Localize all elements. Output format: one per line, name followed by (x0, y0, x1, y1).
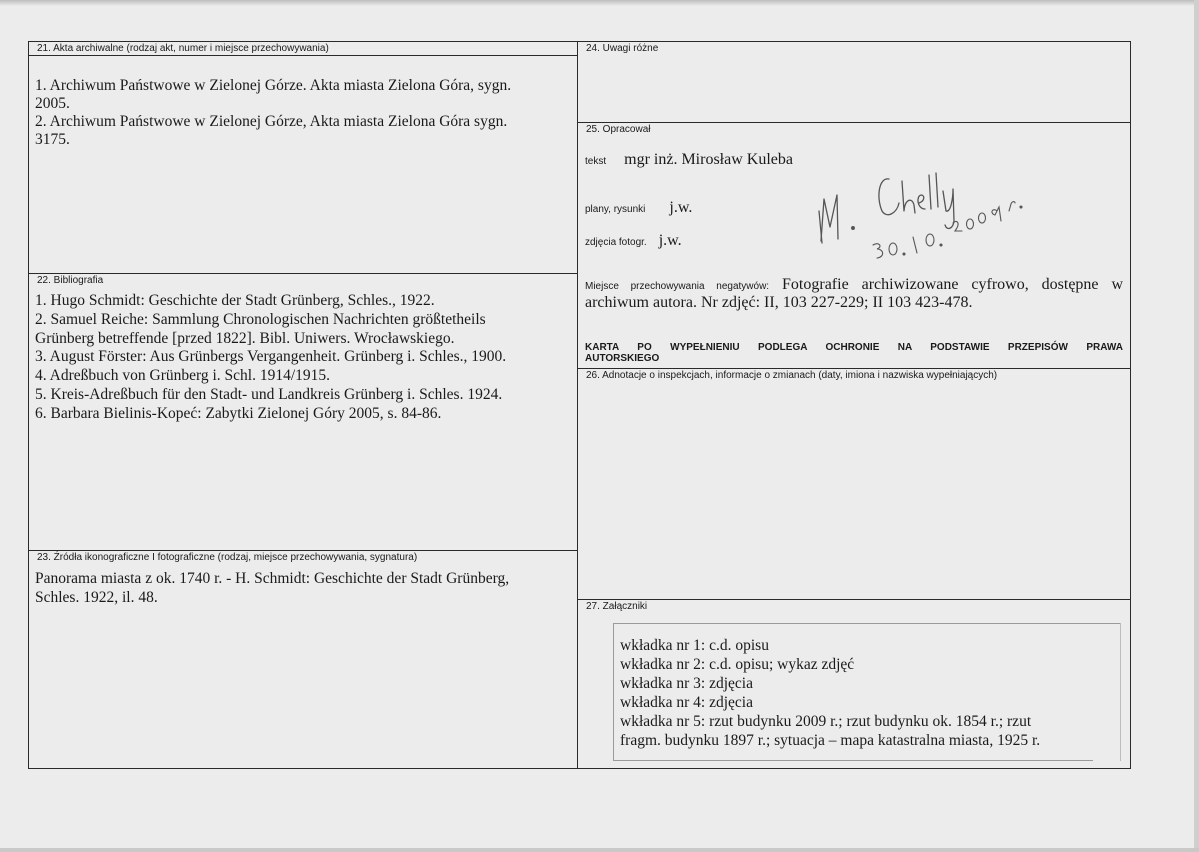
attachments-list (620, 636, 1040, 750)
plany-row (585, 199, 692, 217)
author-row (585, 151, 793, 169)
section-23-line: Schles. 1922, il. 48. (35, 589, 158, 606)
negatives-value-1: Fotografie archiwizowane cyfrowo, dostępne w (782, 276, 1124, 293)
negatives-line-1 (585, 276, 1123, 294)
section-21-line: 2005. (35, 95, 70, 112)
section-25-header: 25. Opracował (586, 124, 651, 135)
section-21-header: 21. Akta archiwalne (rodzaj akt, numer i miejsce przechowywania) (29, 42, 577, 56)
zdjecia-value: j.w. (658, 232, 682, 249)
section-26-inspection-notes (577, 368, 1131, 600)
bibliography-item: Grünberg betreffende [przed 1822]. Bibl. Uniwers. Wrocławskiego. (35, 329, 455, 347)
negatives-value-2: archiwum autora. Nr zdjęć: II, 103 227-229; II 103 423-478. (585, 294, 973, 311)
tekst-value: mgr inż. Mirosław Kuleba (624, 151, 793, 168)
attachment-item: wkładka nr 5: rzut budynku 2009 r.; rzut budynku ok. 1854 r.; rzut (620, 713, 1032, 730)
scan-right-edge (1194, 0, 1199, 852)
copyright-line-1: KARTA PO WYPEŁNIENIU PODLEGA OCHRONIE NA PODSTAWIE PRZEPISÓW PRAWA (585, 342, 1123, 353)
handwritten-signature (813, 161, 1043, 271)
section-23-content (35, 569, 509, 607)
bibliography-item: 3. August Förster: Aus Grünbergs Vergangenheit. Grünberg i. Schles., 1900. (35, 348, 507, 366)
bibliography-item: 5. Kreis-Adreßbuch für den Stadt- und Landkreis Grünberg i. Schles. 1924. (35, 385, 503, 403)
section-23-line: Panorama miasta z ok. 1740 r. - H. Schmidt: Geschichte der Stadt Grünberg, (35, 570, 510, 587)
section-24-header: 24. Uwagi różne (586, 43, 659, 54)
attachment-item: wkładka nr 2: c.d. opisu; wykaz zdjęć (620, 656, 855, 673)
section-21-line: 3175. (35, 131, 70, 148)
section-24-remarks (577, 41, 1131, 123)
negatives-storage (585, 276, 1123, 312)
plany-label: plany, rysunki (585, 204, 646, 215)
section-22-content (35, 292, 506, 424)
bibliography-item: 1. Hugo Schmidt: Geschichte der Stadt Grünberg, Schles., 1922. (35, 292, 435, 309)
negatives-label: Miejsce przechowywania negatywów: (585, 281, 770, 292)
copyright-line-2: AUTORSKIEGO (585, 353, 660, 364)
section-23-header: 23. Źródła ikonograficzne I fotograficzne (rodzaj, miejsce przechowywania, sygnatura) (37, 552, 418, 563)
section-26-header: 26. Adnotacje o inspekcjach, informacje o zmianach (daty, imiona i nazwiska wypełniających) (586, 370, 998, 381)
bibliography-item: 6. Barbara Bielinis-Kopeć: Zabytki Zielonej Góry 2005, s. 84-86. (35, 404, 442, 422)
section-21-line: 2. Archiwum Państwowe w Zielonej Górze, Akta miasta Zielona Góra sygn. (35, 113, 508, 130)
plany-value: j.w. (669, 199, 693, 216)
attachments-frame-bottom (613, 760, 1093, 761)
section-21-archival-records (28, 41, 578, 274)
bibliography-item: 4. Adreßbuch von Grünberg i. Schl. 1914/1915. (35, 367, 331, 385)
scan-top-edge (0, 0, 1199, 6)
section-23-iconographic-sources (28, 550, 578, 769)
zdjecia-row (585, 232, 682, 250)
attachment-item: fragm. budynku 1897 r.; sytuacja – mapa katastralna miasta, 1925 r. (620, 732, 1041, 749)
section-21-line: 1. Archiwum Państwowe w Zielonej Górze. Akta miasta Zielona Góra, sygn. (35, 77, 512, 94)
attachment-item: wkładka nr 1: c.d. opisu (620, 637, 769, 654)
section-22-header: 22. Bibliografia (37, 275, 104, 286)
bibliography-item: 2. Samuel Reiche: Sammlung Chronologischen Nachrichten größtetheils (35, 310, 486, 328)
scan-bottom-edge (0, 848, 1199, 852)
section-25-prepared-by (577, 122, 1131, 369)
zdjecia-label: zdjęcia fotogr. (585, 237, 647, 248)
section-27-header: 27. Załączniki (586, 601, 648, 612)
tekst-label: tekst (585, 156, 607, 167)
attachments-frame-right (1092, 623, 1121, 761)
attachment-item: wkładka nr 3: zdjęcia (620, 675, 753, 692)
section-21-content (35, 77, 511, 149)
copyright-notice (585, 342, 1123, 364)
attachment-item: wkładka nr 4: zdjęcia (620, 694, 753, 711)
section-22-bibliography (28, 273, 578, 551)
